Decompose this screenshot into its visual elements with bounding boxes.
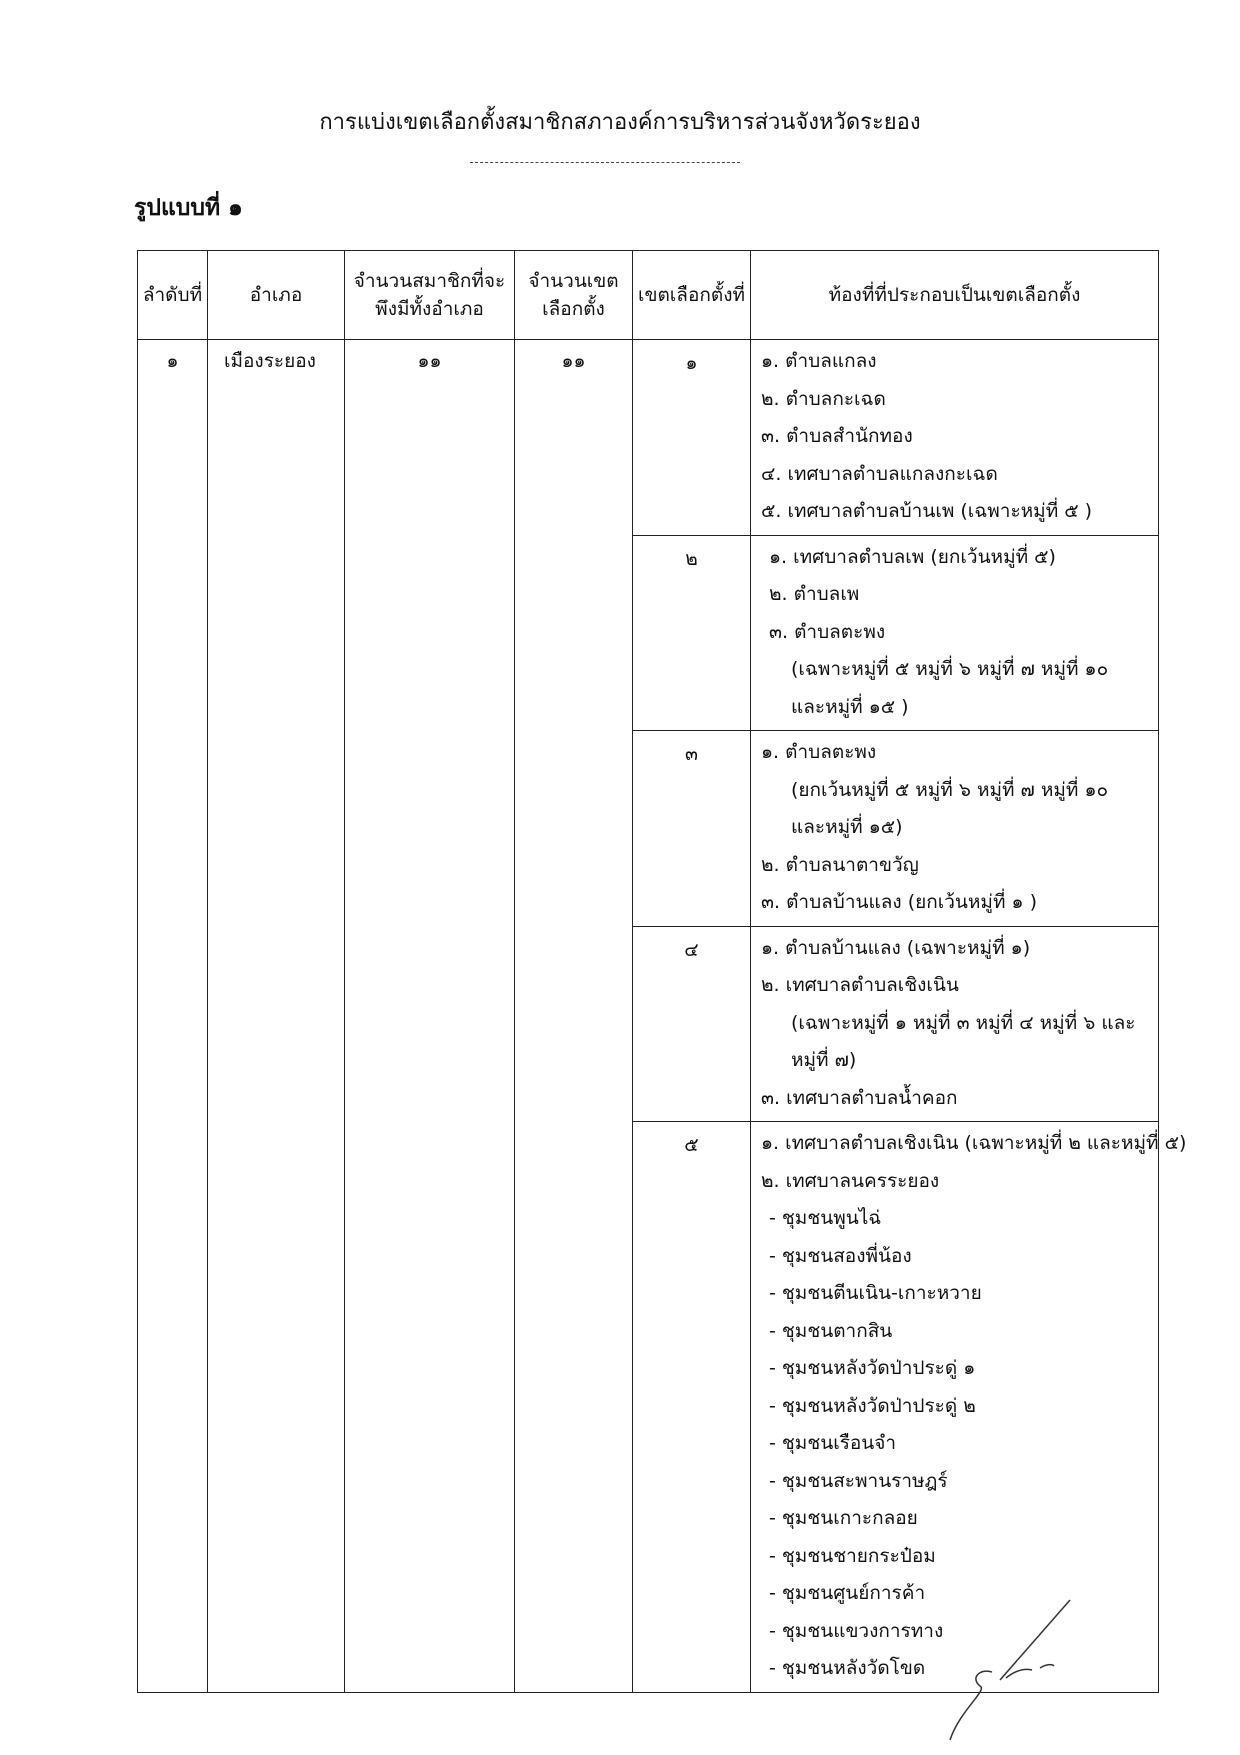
header-district: อำเภอ xyxy=(208,251,345,340)
area-item: - ชุมชนสองพี่น้อง xyxy=(769,1244,912,1267)
area-list xyxy=(751,731,1158,926)
cell-zone-no: ๕ xyxy=(633,1122,751,1693)
area-list xyxy=(751,536,1158,731)
form-label: รูปแบบที่ ๑ xyxy=(134,195,243,221)
header-zone-count: จำนวนเขตเลือกตั้ง xyxy=(515,251,633,340)
area-list xyxy=(751,927,1158,1122)
area-item: ๑. ตำบลตะพง xyxy=(761,741,877,763)
area-item: ๑. เทศบาลตำบลเพ (ยกเว้นหมู่ที่ ๕) xyxy=(769,545,1056,568)
area-item: ๑. ตำบลบ้านแลง (เฉพาะหมู่ที่ ๑) xyxy=(761,936,1031,959)
area-item: - ชุมชนสะพานราษฎร์ xyxy=(769,1469,948,1492)
area-item: ๒. ตำบลนาตาขวัญ xyxy=(761,853,919,876)
area-item: ๓. ตำบลบ้านแลง (ยกเว้นหมู่ที่ ๑ ) xyxy=(761,891,1038,913)
cell-zone-no: ๑ xyxy=(633,340,751,536)
area-item: ๒. เทศบาลตำบลเชิงเนิน xyxy=(761,974,959,996)
area-item: ๓. ตำบลตะพง xyxy=(769,620,886,643)
area-item: - ชุมชนตากสิน xyxy=(769,1319,893,1342)
header-members: จำนวนสมาชิกที่จะพึงมีทั้งอำเภอ xyxy=(345,251,515,340)
area-item: ๔. เทศบาลตำบลแกลงกะเฉด xyxy=(761,462,998,485)
title-underline xyxy=(470,162,740,163)
page-title: การแบ่งเขตเลือกตั้งสมาชิกสภาองค์การบริหารส่วนจังหวัดระยอง xyxy=(319,110,921,135)
area-item: ๕. เทศบาลตำบลบ้านเพ (เฉพาะหมู่ที่ ๕ ) xyxy=(761,500,1093,522)
cell-areas xyxy=(751,340,1159,536)
area-item: - ชุมชนเกาะกลอย xyxy=(769,1507,918,1529)
header-seq: ลำดับที่ xyxy=(138,251,208,340)
cell-areas xyxy=(751,926,1159,1122)
area-item: หมู่ที่ ๗) xyxy=(791,1049,857,1071)
cell-zone-no: ๔ xyxy=(633,926,751,1122)
cell-zone-no: ๒ xyxy=(633,535,751,731)
cell-seq: ๑ xyxy=(138,340,208,1693)
area-item: (เฉพาะหมู่ที่ ๑ หมู่ที่ ๓ หมู่ที่ ๔ หมู่ที่ ๖ และ xyxy=(791,1011,1136,1034)
electoral-zone-table xyxy=(137,250,1187,1693)
handwritten-signature xyxy=(920,1590,1170,1750)
area-item: และหมู่ที่ ๑๕) xyxy=(791,816,903,838)
area-item: (เฉพาะหมู่ที่ ๕ หมู่ที่ ๖ หมู่ที่ ๗ หมู่ที่ ๑๐ xyxy=(791,658,1109,680)
area-item: และหมู่ที่ ๑๕ ) xyxy=(791,695,909,718)
table-header-row xyxy=(138,251,1159,340)
header-areas: ท้องที่ที่ประกอบเป็นเขตเลือกตั้ง xyxy=(751,251,1159,340)
area-item: - ชุมชนพูนไฉ่ xyxy=(769,1207,882,1229)
header-zone-no: เขตเลือกตั้งที่ xyxy=(633,251,751,340)
area-item: - ชุมชนศูนย์การค้า xyxy=(769,1582,926,1604)
table-row xyxy=(138,340,1159,536)
area-item: ๑. เทศบาลตำบลเชิงเนิน (เฉพาะหมู่ที่ ๒ และหมู่ที่ ๕) xyxy=(761,1132,1187,1154)
area-item: - ชุมชนหลังวัดป่าประดู่ ๑ xyxy=(769,1357,976,1379)
cell-zone-count: ๑๑ xyxy=(515,340,633,1693)
area-list xyxy=(751,340,1158,535)
area-item: - ชุมชนตีนเนิน-เกาะหวาย xyxy=(769,1282,982,1304)
area-item: (ยกเว้นหมู่ที่ ๕ หมู่ที่ ๖ หมู่ที่ ๗ หมู่ที่ ๑๐ xyxy=(791,778,1109,801)
cell-areas xyxy=(751,535,1159,731)
area-item: - ชุมชนหลังวัดโขด xyxy=(769,1657,926,1679)
cell-district: เมืองระยอง xyxy=(208,340,345,1693)
area-item: ๓. ตำบลสำนักทอง xyxy=(761,425,913,447)
cell-areas xyxy=(751,731,1159,927)
cell-zone-no: ๓ xyxy=(633,731,751,927)
area-item: ๓. เทศบาลตำบลน้ำคอก xyxy=(761,1086,958,1109)
area-item: - ชุมชนหลังวัดป่าประดู่ ๒ xyxy=(769,1394,976,1417)
area-item: ๑. ตำบลแกลง xyxy=(761,350,877,372)
area-item: ๒. เทศบาลนครระยอง xyxy=(761,1169,940,1192)
cell-members: ๑๑ xyxy=(345,340,515,1693)
area-item: - ชุมชนแขวงการทาง xyxy=(769,1619,944,1642)
area-item: - ชุมชนเรือนจำ xyxy=(769,1432,897,1454)
area-item: ๒. ตำบลเพ xyxy=(769,583,860,605)
area-item: - ชุมชนชายกระป๋อม xyxy=(769,1544,936,1567)
table-body xyxy=(138,340,1187,1693)
area-item: ๒. ตำบลกะเฉด xyxy=(761,387,886,410)
